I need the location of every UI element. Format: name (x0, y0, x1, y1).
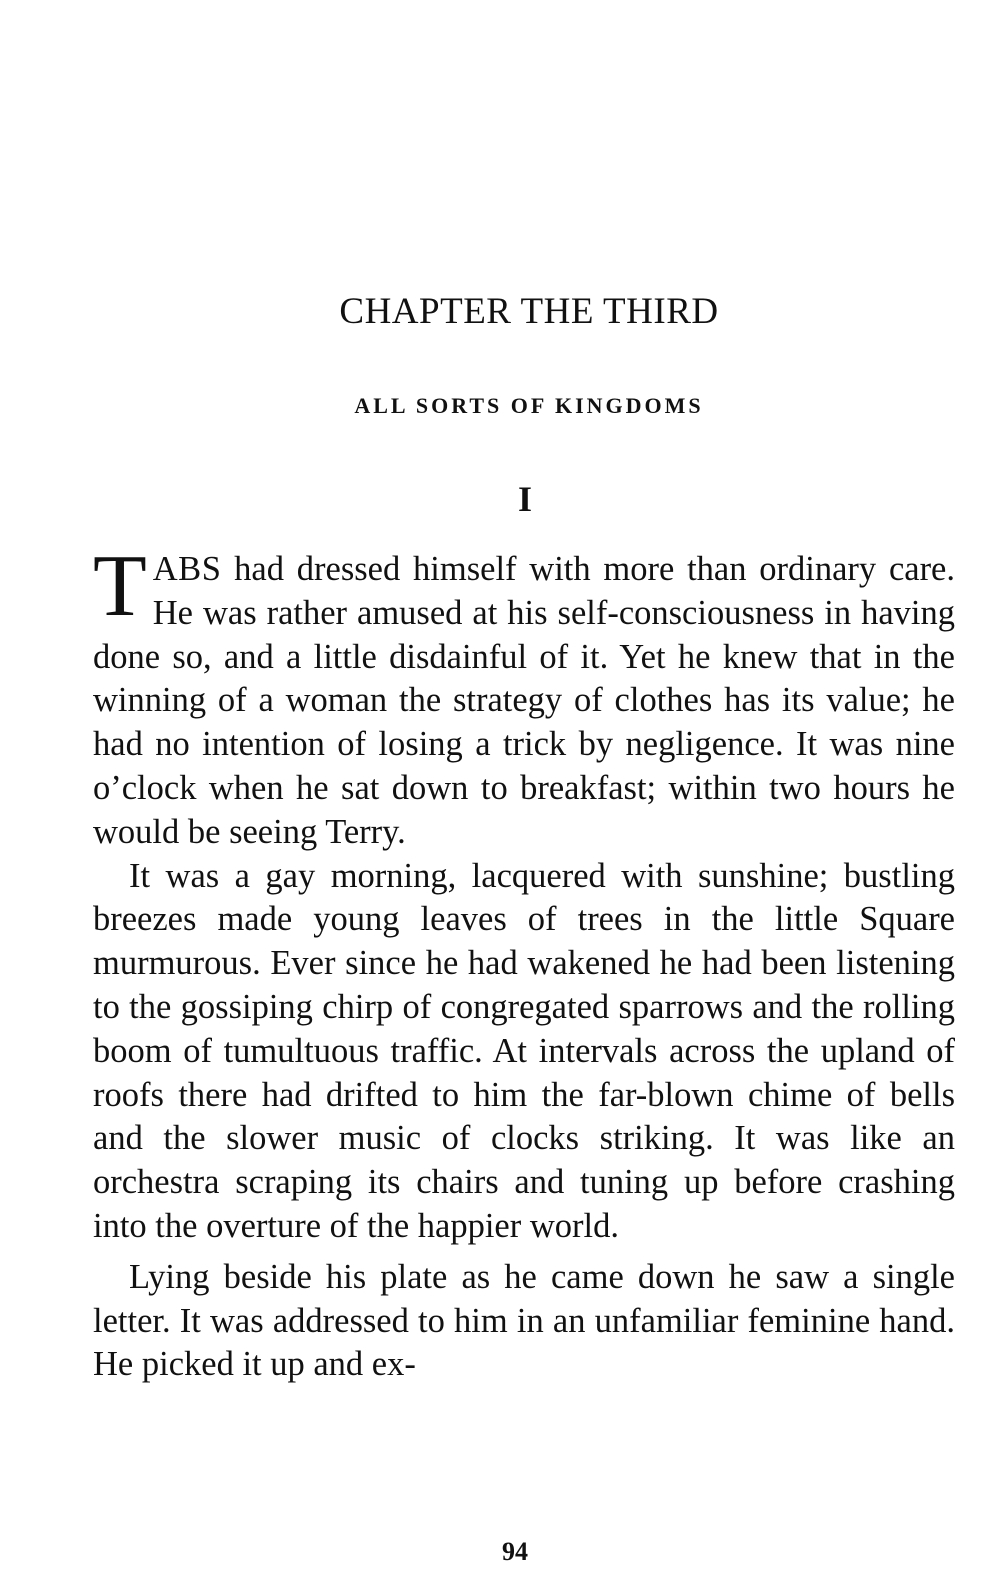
page-number: 94 (502, 1537, 528, 1566)
paragraph-1-text: had dressed himself with more than ordinary care. He was rather amused at his self-consciousness in having done so, and a little disdainful of it. Yet he knew that in the winning of a woman the strategy of clothes has its value; he had no intention of losing a trick by negligence. It was nine o’clock when he sat down to breakfast; within two hours he would be seeing Terry. (93, 550, 955, 851)
body-text (93, 538, 955, 1387)
chapter-title: CHAPTER THE THIRD (339, 291, 719, 332)
drop-cap: T (93, 538, 147, 635)
paragraph-1 (93, 538, 955, 855)
opening-caps: ABS (152, 550, 222, 588)
paragraph-3: Lying beside his plate as he came down he saw a single letter. It was addressed to him in an unfamiliar feminine hand. He picked it up and ex- (93, 1257, 955, 1384)
chapter-subtitle: ALL SORTS OF KINGDOMS (354, 393, 704, 418)
paragraph-2: It was a gay morning, lacquered with sunshine; bustling breezes made young leaves of trees in the little Square murmurous. Ever since he had wakened he had been listening to the gossiping chirp of congregated sparrows and the rolling boom of tumultuous traffic. At intervals across the upland of roofs there had drifted to him the far-blown chime of bells and the slower music of clocks striking. It was like an orchestra scraping its chairs and tuning up before crashing into the overture of the happier world. (93, 856, 955, 1245)
section-number: I (517, 479, 532, 519)
